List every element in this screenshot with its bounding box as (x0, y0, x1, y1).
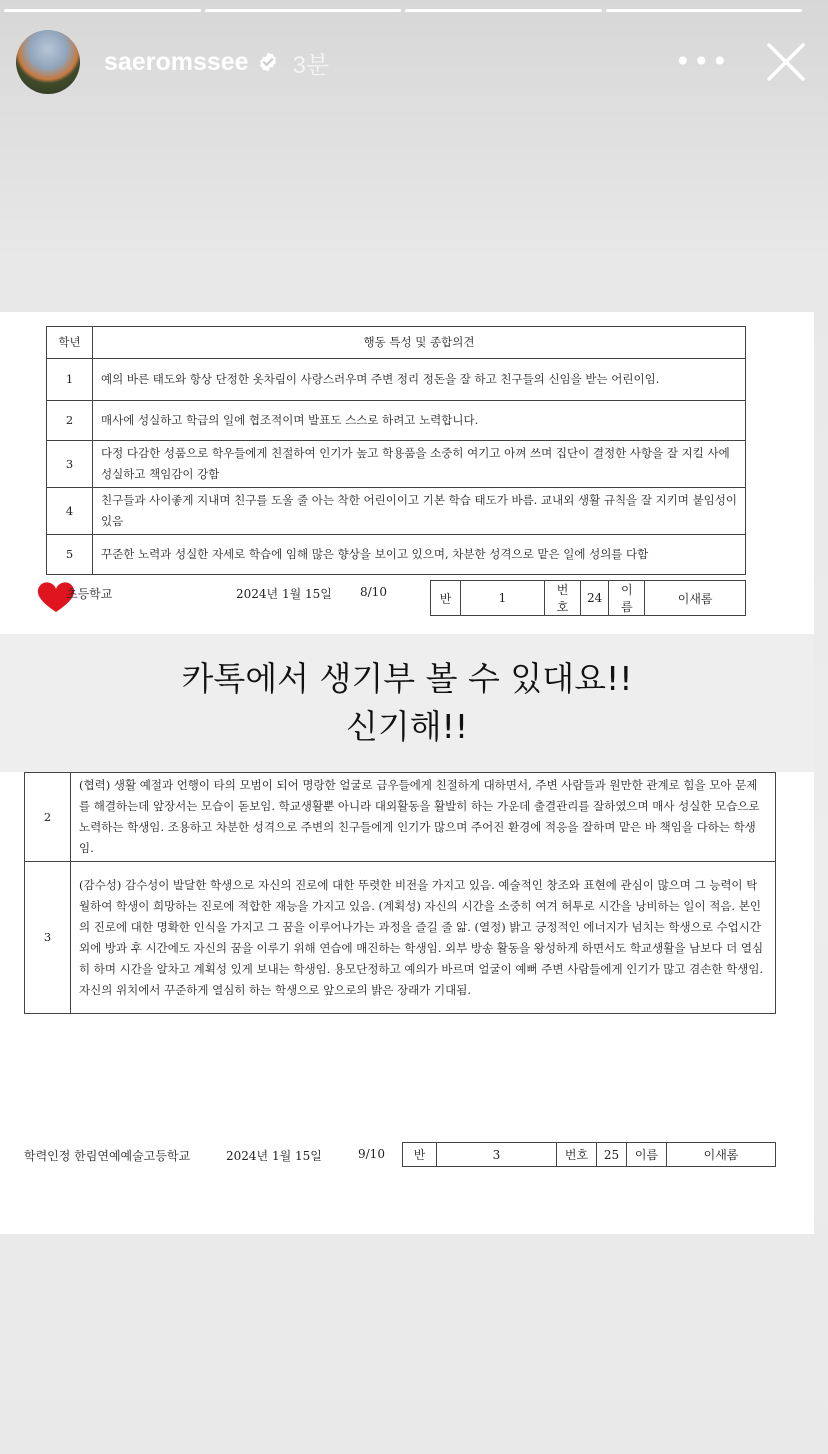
row-text: 매사에 성실하고 학급의 일에 협조적이며 발표도 스스로 하려고 노력합니다. (93, 401, 746, 441)
time-ago: 3분 (292, 51, 330, 79)
row-grade: 3 (25, 862, 71, 1014)
row-text: (협력) 생활 예절과 언행이 타의 모범이 되어 명랑한 얼굴로 급우들에게 친절하게 대하면서, 주변 사람들과 원만한 관계로 힘을 모아 문제를 해결하는데 앞장서는 모습이 돋보임. 학교생활뿐 아니라 대외활동을 활발히 하는 가운데 출결관리를 잘하였으며 매사 성실한 모습으로 노력하는 학생임. 조용하고 차분한 성격으로 주변의 친구들에게 인기가 많으며 주어진 환경에 적응을 잘하며 맡은 바 책임을 다하는 학생임. (71, 773, 776, 862)
progress-segment (4, 9, 201, 12)
row-grade: 4 (47, 488, 93, 535)
progress-segment (205, 9, 402, 12)
row-text: 친구들과 사이좋게 지내며 친구를 도울 줄 아는 착한 어린이이고 기본 학습 태도가 바름. 교내외 생활 규칙을 잘 지키며 붙임성이 있음 (93, 488, 746, 535)
verified-badge-icon (257, 51, 279, 73)
row-grade: 1 (47, 359, 93, 401)
row-text: 꾸준한 노력과 성실한 자세로 학습에 임해 많은 향상을 보이고 있으며, 차분한 성격으로 맡은 일에 성의를 다함 (93, 535, 746, 575)
more-options-icon[interactable]: ••• (674, 45, 730, 78)
caption-line-1: 카톡에서 생기부 볼 수 있대요!! (181, 659, 633, 698)
class-label: 반 (431, 581, 461, 616)
issue-date: 2024년 1월 15일 (236, 587, 332, 601)
document-footer (24, 1142, 776, 1168)
row-text: 다정 다감한 성품으로 학우들에게 친절하여 인기가 높고 학용품을 소중히 여기고 아껴 쓰며 집단이 결정한 사항을 잘 지킬 사에 성실하고 책임감이 강함 (93, 441, 746, 488)
table-row (47, 535, 746, 575)
page-number: 9/10 (358, 1147, 385, 1161)
number-value: 24 (581, 581, 609, 616)
name-value: 이새롬 (667, 1143, 776, 1167)
class-label: 반 (403, 1143, 437, 1167)
row-grade: 3 (47, 441, 93, 488)
table-row (25, 773, 776, 862)
class-value: 3 (437, 1143, 557, 1167)
number-label: 번호 (557, 1143, 597, 1167)
story-header (16, 30, 808, 94)
number-value: 25 (597, 1143, 627, 1167)
behavior-record-table (24, 772, 776, 1014)
table-row (47, 441, 746, 488)
story-progress-bars (4, 9, 802, 12)
table-header-row (47, 327, 746, 359)
row-grade: 5 (47, 535, 93, 575)
name-label: 이름 (627, 1143, 667, 1167)
caption-line-2: 신기해!! (345, 707, 469, 746)
school-name: 초등학교 (66, 587, 113, 601)
header-title: 행동 특성 및 종합의견 (93, 327, 746, 359)
issue-date: 2024년 1월 15일 (226, 1149, 322, 1163)
avatar[interactable] (16, 30, 80, 94)
row-text: 예의 바른 태도와 항상 단정한 옷차림이 사랑스러우며 주변 정리 정돈을 잘 하고 친구들의 신임을 받는 어린이임. (93, 359, 746, 401)
table-row (47, 488, 746, 535)
name-value: 이새롬 (645, 581, 746, 616)
number-label: 번호 (545, 581, 581, 616)
behavior-record-table (46, 326, 746, 575)
username[interactable]: saeromssee (104, 47, 249, 76)
student-info-table (430, 580, 746, 616)
close-icon[interactable] (764, 40, 808, 84)
row-grade: 2 (25, 773, 71, 862)
story-caption (0, 634, 814, 772)
table-row (47, 401, 746, 441)
table-row (47, 359, 746, 401)
school-name: 학력인정 한림연예예술고등학교 (24, 1149, 191, 1163)
page-number: 8/10 (360, 585, 387, 599)
progress-segment (405, 9, 602, 12)
row-text: (감수성) 감수성이 발달한 학생으로 자신의 진로에 대한 뚜렷한 비전을 가지고 있음. 예술적인 창조와 표현에 관심이 많으며 그 능력이 탁월하여 학생이 희망하는 진로에 적합한 재능을 가지고 있음. (계획성) 자신의 시간을 소중히 여겨 허투로 시간을 낭비하는 일이 적음. 본인의 진로에 대한 명확한 인식을 가지고 그 꿈을 이루어나가는 과정을 즐길 줄 앎. (열정) 밝고 긍정적인 에너지가 넘치는 학생으로 수업시간 외에 방과 후 시간에도 자신의 꿈을 이루기 위해 연습에 매진하는 학생임. 외부 방송 활동을 왕성하게 하면서도 학교생활을 남보다 더 열심히 하며 시간을 알차고 계획성 있게 보내는 학생임. 용모단정하고 예의가 바르며 얼굴이 예뻐 주변 사람들에게 인기가 많고 겸손한 학생임. 자신의 위치에서 꾸준하게 열심히 하는 학생으로 앞으로의 밝은 장래가 기대됨. (71, 862, 776, 1014)
progress-segment-current (606, 9, 803, 12)
class-value: 1 (461, 581, 545, 616)
document-page-highschool (0, 772, 814, 1234)
name-label: 이름 (609, 581, 645, 616)
table-row (25, 862, 776, 1014)
row-grade: 2 (47, 401, 93, 441)
document-footer (36, 580, 748, 614)
header-grade: 학년 (47, 327, 93, 359)
document-page-elementary (0, 312, 814, 634)
student-info-table (402, 1142, 776, 1167)
